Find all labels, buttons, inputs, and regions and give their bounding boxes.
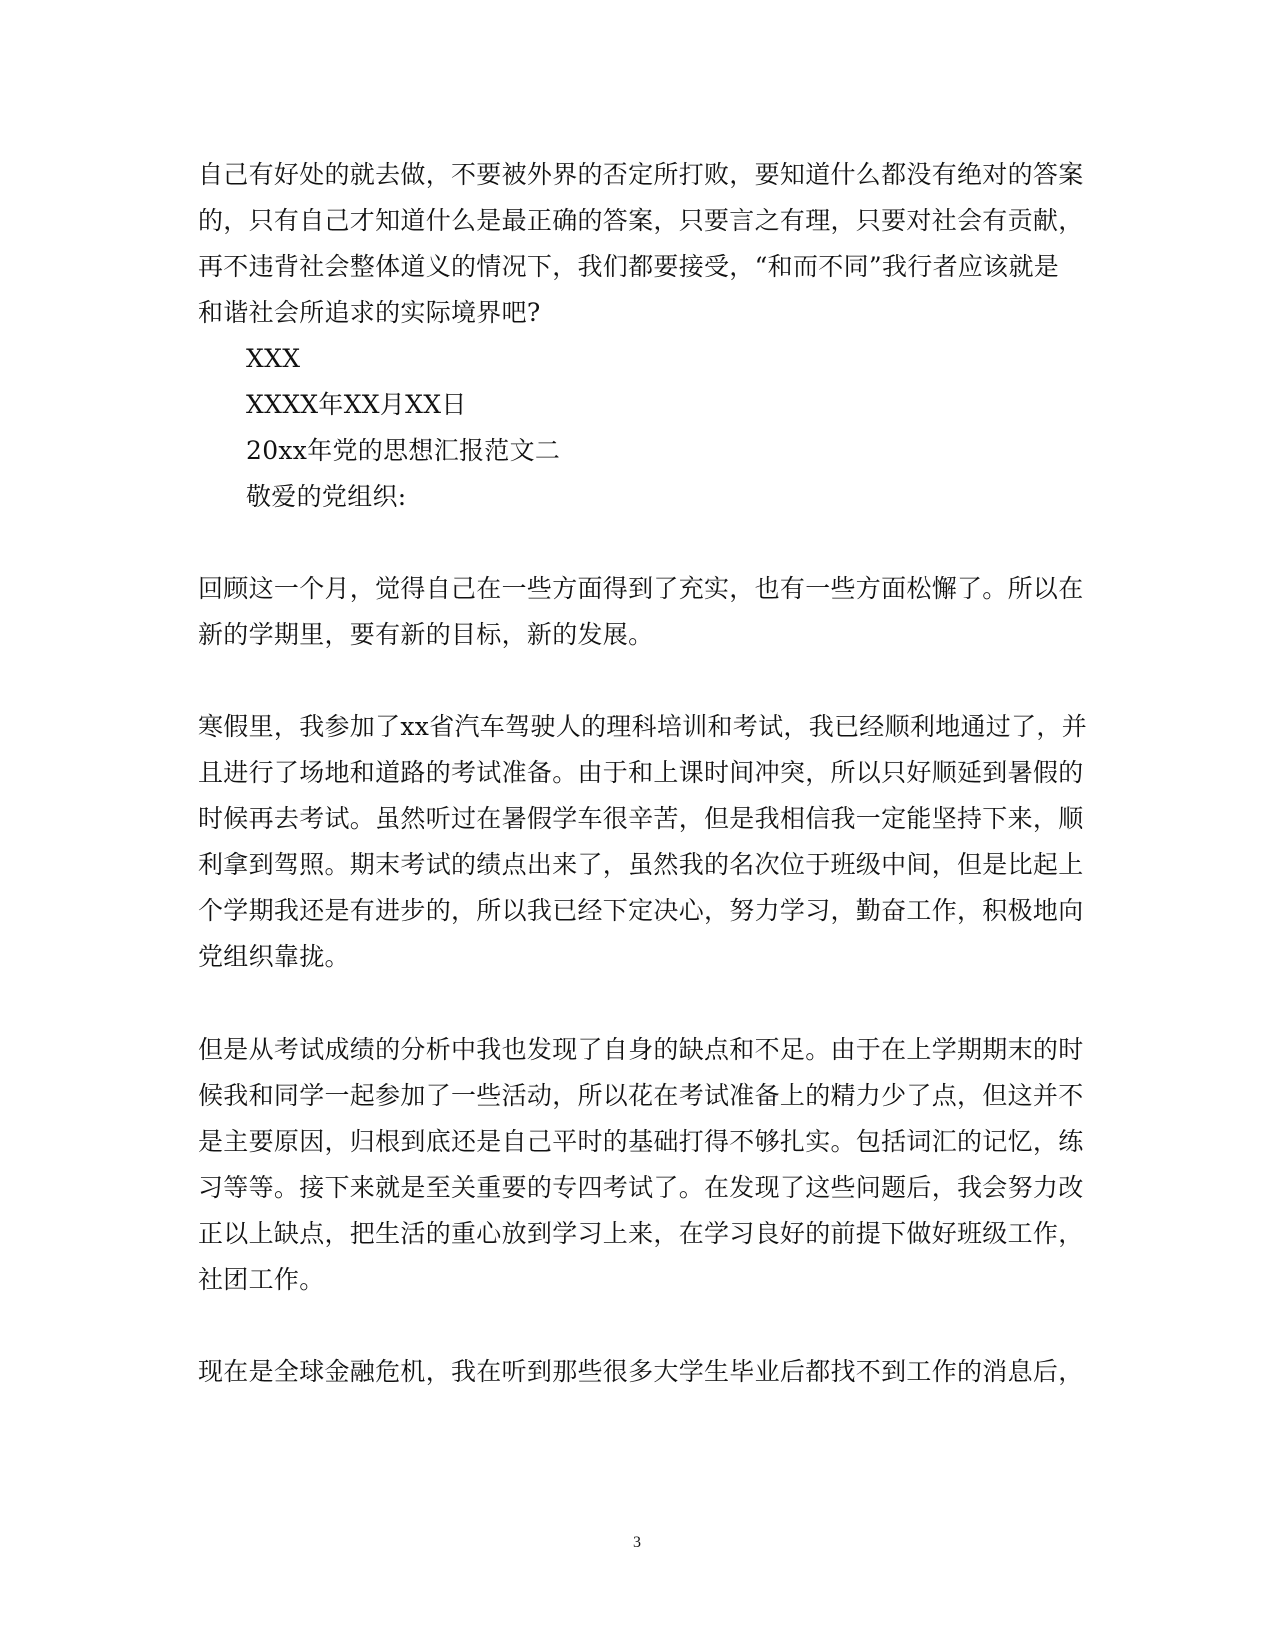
text-line: 利拿到驾照。期末考试的绩点出来了，虽然我的名次位于班级中间，但是比起上: [198, 850, 1084, 879]
text-line: 自己有好处的就去做，不要被外界的否定所打败，要知道什么都没有绝对的答案: [198, 160, 1084, 189]
text-line: 且进行了场地和道路的考试准备。由于和上课时间冲突，所以只好顺延到暑假的: [198, 758, 1084, 787]
text-line: 但是从考试成绩的分析中我也发现了自身的缺点和不足。由于在上学期期末的时: [198, 1035, 1084, 1064]
text-line: 习等等。接下来就是至关重要的专四考试了。在发现了这些问题后，我会努力改: [198, 1173, 1084, 1202]
text-line: 和谐社会所追求的实际境界吧?: [198, 298, 541, 327]
salutation: 敬爱的党组织:: [246, 482, 407, 511]
text-line: 回顾这一个月，觉得自己在一些方面得到了充实，也有一些方面松懈了。所以在: [198, 574, 1084, 603]
text-line: 再不违背社会整体道义的情况下，我们都要接受，“和而不同”我行者应该就是: [198, 252, 1060, 281]
text-line: 现在是全球金融危机，我在听到那些很多大学生毕业后都找不到工作的消息后，: [198, 1357, 1084, 1386]
text-line: 社团工作。: [198, 1265, 325, 1294]
text-line: 正以上缺点，把生活的重心放到学习上来，在学习良好的前提下做好班级工作，: [198, 1219, 1084, 1248]
signature-name: XXX: [246, 344, 301, 373]
signature-date: XXXX年XX月XX日: [246, 390, 467, 419]
text-line: 是主要原因，归根到底还是自己平时的基础打得不够扎实。包括词汇的记忆，练: [198, 1127, 1084, 1156]
text-line: 时候再去考试。虽然听过在暑假学车很辛苦，但是我相信我一定能坚持下来，顺: [198, 804, 1084, 833]
text-line: 候我和同学一起参加了一些活动，所以花在考试准备上的精力少了点，但这并不: [198, 1081, 1084, 1110]
text-line: 党组织靠拢。: [198, 942, 350, 971]
text-line: 新的学期里，要有新的目标，新的发展。: [198, 620, 654, 649]
text-line: 个学期我还是有进步的，所以我已经下定决心，努力学习，勤奋工作，积极地向: [198, 896, 1084, 925]
page-number: 3: [633, 1534, 641, 1551]
section-title: 20xx年党的思想汇报范文二: [246, 436, 561, 465]
text-line: 的，只有自己才知道什么是最正确的答案，只要言之有理，只要对社会有贡献，: [198, 206, 1084, 235]
text-line: 寒假里，我参加了xx省汽车驾驶人的理科培训和考试，我已经顺利地通过了，并: [198, 712, 1088, 741]
